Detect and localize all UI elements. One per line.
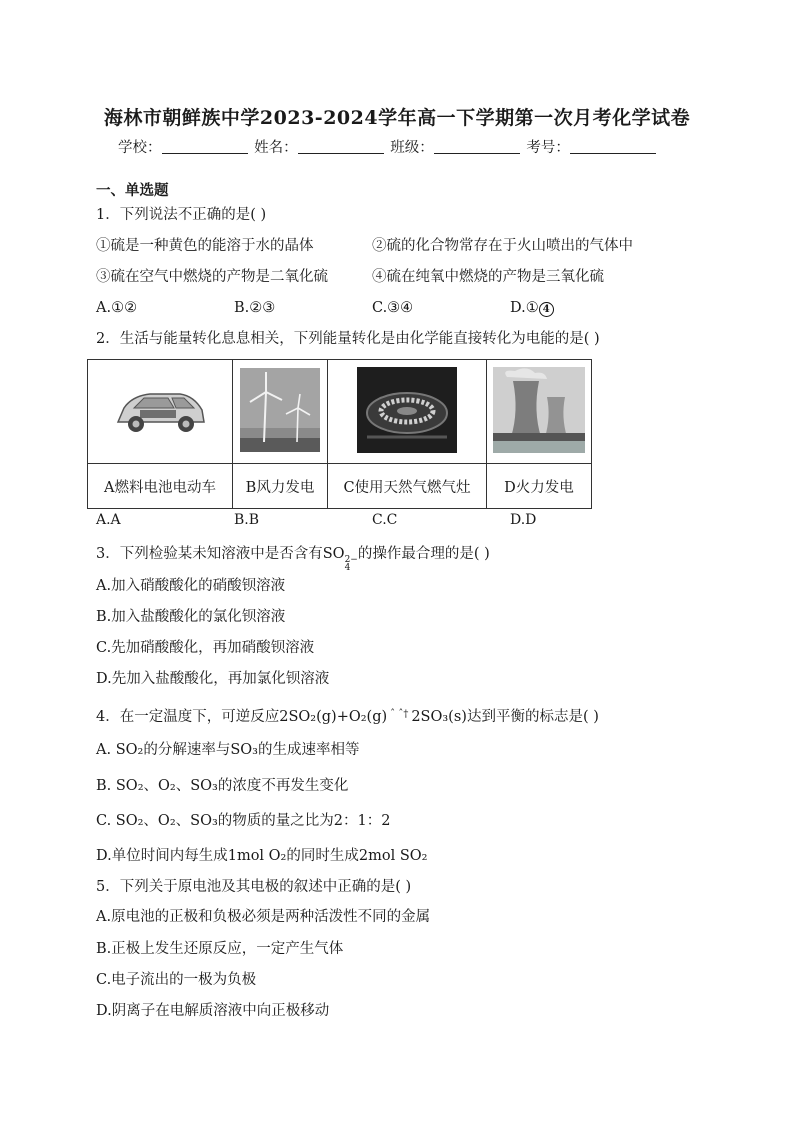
caption-b: B风力发电 — [233, 464, 328, 509]
q2-image-table — [87, 359, 592, 509]
reaction-left: 2SO₂(g)+O₂(g) — [279, 709, 388, 725]
q3-stem — [96, 544, 490, 572]
q2-option-c[interactable]: C.C — [372, 512, 398, 528]
stove-image-cell — [328, 360, 487, 464]
q1-option-d-prefix: D.① — [510, 300, 539, 316]
wind-turbine-icon — [240, 368, 320, 452]
section-heading: 一、单选题 — [96, 182, 169, 199]
q4-stem-pre: 4．在一定温度下，可逆反应 — [96, 709, 280, 725]
wind-image-cell — [233, 360, 328, 464]
caption-d: D火力发电 — [487, 464, 592, 509]
number-blank[interactable] — [570, 139, 656, 154]
school-blank[interactable] — [162, 139, 248, 154]
q1-statement-2: ②硫的化合物常存在于火山喷出的气体中 — [372, 238, 633, 254]
name-blank[interactable] — [298, 139, 384, 154]
q2-stem: 2．生活与能量转化息息相关，下列能量转化是由化学能直接转化为电能的是( ) — [96, 331, 600, 347]
q4-option-b[interactable]: B. SO₂、O₂、SO₃的浓度不再发生变化 — [96, 778, 349, 794]
q5-option-c[interactable]: C.电子流出的一极为负极 — [96, 972, 257, 988]
q3-stem-post: 的操作最合理的是( ) — [357, 546, 490, 562]
q4-stem-post: 达到平衡的标志是( ) — [466, 709, 599, 725]
q3-option-b[interactable]: B.加入盐酸酸化的氯化钡溶液 — [96, 609, 286, 625]
q4-option-c[interactable]: C. SO₂、O₂、SO₃的物质的量之比为2：1：2 — [96, 813, 391, 829]
caption-a: A燃料电池电动车 — [88, 464, 233, 509]
q1-stem: 1．下列说法不正确的是( ) — [96, 207, 267, 223]
q5-option-a[interactable]: A.原电池的正极和负极必须是两种活泼性不同的金属 — [96, 909, 431, 925]
q5-option-b[interactable]: B.正极上发生还原反应，一定产生气体 — [96, 941, 344, 957]
circled-four-icon: 4 — [539, 302, 554, 317]
q1-statement-3: ③硫在空气中燃烧的产物是二氧化硫 — [96, 269, 328, 285]
name-label: 姓名： — [254, 140, 298, 156]
q4-stem — [96, 705, 599, 727]
number-label: 考号： — [526, 140, 570, 156]
q5-stem: 5．下列关于原电池及其电极的叙述中正确的是( ) — [96, 879, 412, 895]
q4-option-a[interactable]: A. SO₂的分解速率与SO₃的生成速率相等 — [96, 742, 360, 758]
q3-option-a[interactable]: A.加入硝酸酸化的硝酸钡溶液 — [96, 578, 286, 594]
student-info-row — [118, 136, 658, 157]
q4-option-d[interactable]: D.单位时间内每生成1mol O₂的同时生成2mol SO₂ — [96, 848, 428, 864]
sulfate-charge: 2− — [344, 555, 358, 565]
reversible-arrow-icon: ˆ ˆ† — [390, 709, 409, 720]
sulfate-symbol: SO — [322, 546, 345, 562]
q5-option-d[interactable]: D.阴离子在电解质溶液中向正极移动 — [96, 1003, 330, 1019]
q1-option-d[interactable] — [510, 298, 554, 318]
reaction-right: 2SO₃(s) — [411, 709, 467, 725]
sulfate-ion — [322, 546, 358, 573]
q1-option-c[interactable]: C.③④ — [372, 300, 414, 316]
thermal-power-plant-icon — [493, 367, 585, 453]
power-plant-image-cell — [487, 360, 592, 464]
sulfate-subscript: 4 — [344, 563, 351, 573]
q3-option-c[interactable]: C.先加硝酸酸化，再加硝酸钡溶液 — [96, 640, 315, 656]
class-label: 班级： — [390, 140, 434, 156]
q3-stem-pre: 3．下列检验某未知溶液中是否含有 — [96, 546, 323, 562]
q1-option-b[interactable]: B.②③ — [234, 300, 276, 316]
car-image-cell — [88, 360, 233, 464]
fuel-cell-car-icon — [110, 380, 210, 440]
class-blank[interactable] — [434, 139, 520, 154]
q3-option-d[interactable]: D.先加入盐酸酸化，再加氯化钡溶液 — [96, 671, 330, 687]
exam-title: 海林市朝鲜族中学2023-2024学年高一下学期第一次月考化学试卷 — [103, 107, 691, 129]
q2-option-d[interactable]: D.D — [510, 512, 537, 528]
q1-statement-1: ①硫是一种黄色的能溶于水的晶体 — [96, 238, 314, 254]
q2-option-a[interactable]: A.A — [96, 512, 121, 528]
gas-stove-flame-icon — [357, 367, 457, 453]
q1-option-a[interactable]: A.①② — [96, 300, 138, 316]
q2-option-b[interactable]: B.B — [234, 512, 260, 528]
caption-c: C使用天然气燃气灶 — [328, 464, 487, 509]
school-label: 学校： — [118, 140, 162, 156]
q1-statement-4: ④硫在纯氧中燃烧的产物是三氧化硫 — [372, 269, 604, 285]
